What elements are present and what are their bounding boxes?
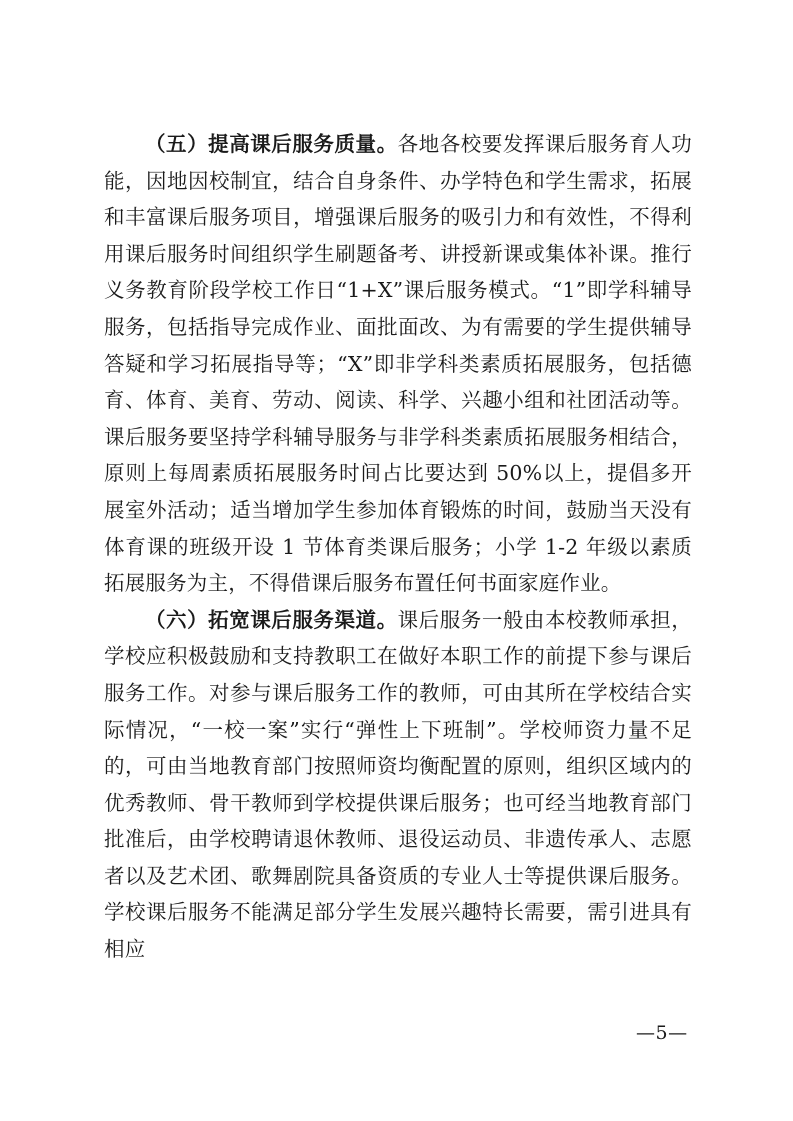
paragraph-text-5: 各地各校要发挥课后服务育人功能，因地因校制宜，结合自身条件、办学特色和学生需求，拓展和丰富课后服务项目，增强课后服务的吸引力和有效性，不得利用课后服务时间组织学生刷题备考、讲授新课或集体补课。推行义务教育阶段学校工作日“1+X”课后服务模式。“1”即学科辅导服务，包括指导完成作业、面批面改、为有需要的学生提供辅导答疑和学习拓展指导等；“X”即非学科类素质拓展服务，包括德育、体育、美育、劳动、阅读、科学、兴趣小组和社团活动等。课后服务要坚持学科辅导服务与非学科类素质拓展服务相结合，原则上每周素质拓展服务时间占比要达到 50%以上，提倡多开展室外活动；适当增加学生参加体育锻炼的时间，鼓励当天没有体育课的班级开设 1 节体育类课后服务；小学 1-2 年级以素质拓展服务为主，不得借课后服务布置任何书面家庭作业。 bbox=[104, 132, 692, 596]
paragraph-section-5 bbox=[104, 126, 692, 602]
body-text bbox=[104, 126, 692, 968]
section-heading-6: （六）拓宽课后服务渠道。 bbox=[145, 607, 398, 632]
page-number: —5— bbox=[636, 1022, 688, 1044]
section-heading-5: （五）提高课后服务质量。 bbox=[145, 132, 398, 156]
paragraph-section-6 bbox=[104, 602, 692, 968]
paragraph-text-6: 课后服务一般由本校教师承担，学校应积极鼓励和支持教职工在做好本职工作的前提下参与课后服务工作。对参与课后服务工作的教师，可由其所在学校结合实际情况，“一校一案”实行“弹性上下班制”。学校师资力量不足的，可由当地教育部门按照师资均衡配置的原则，组织区域内的优秀教师、骨干教师到学校提供课后服务；也可经当地教育部门批准后，由学校聘请退休教师、退役运动员、非遗传承人、志愿者以及艺术团、歌舞剧院具备资质的专业人士等提供课后服务。学校课后服务不能满足部分学生发展兴趣特长需要，需引进具有相应 bbox=[104, 607, 692, 962]
